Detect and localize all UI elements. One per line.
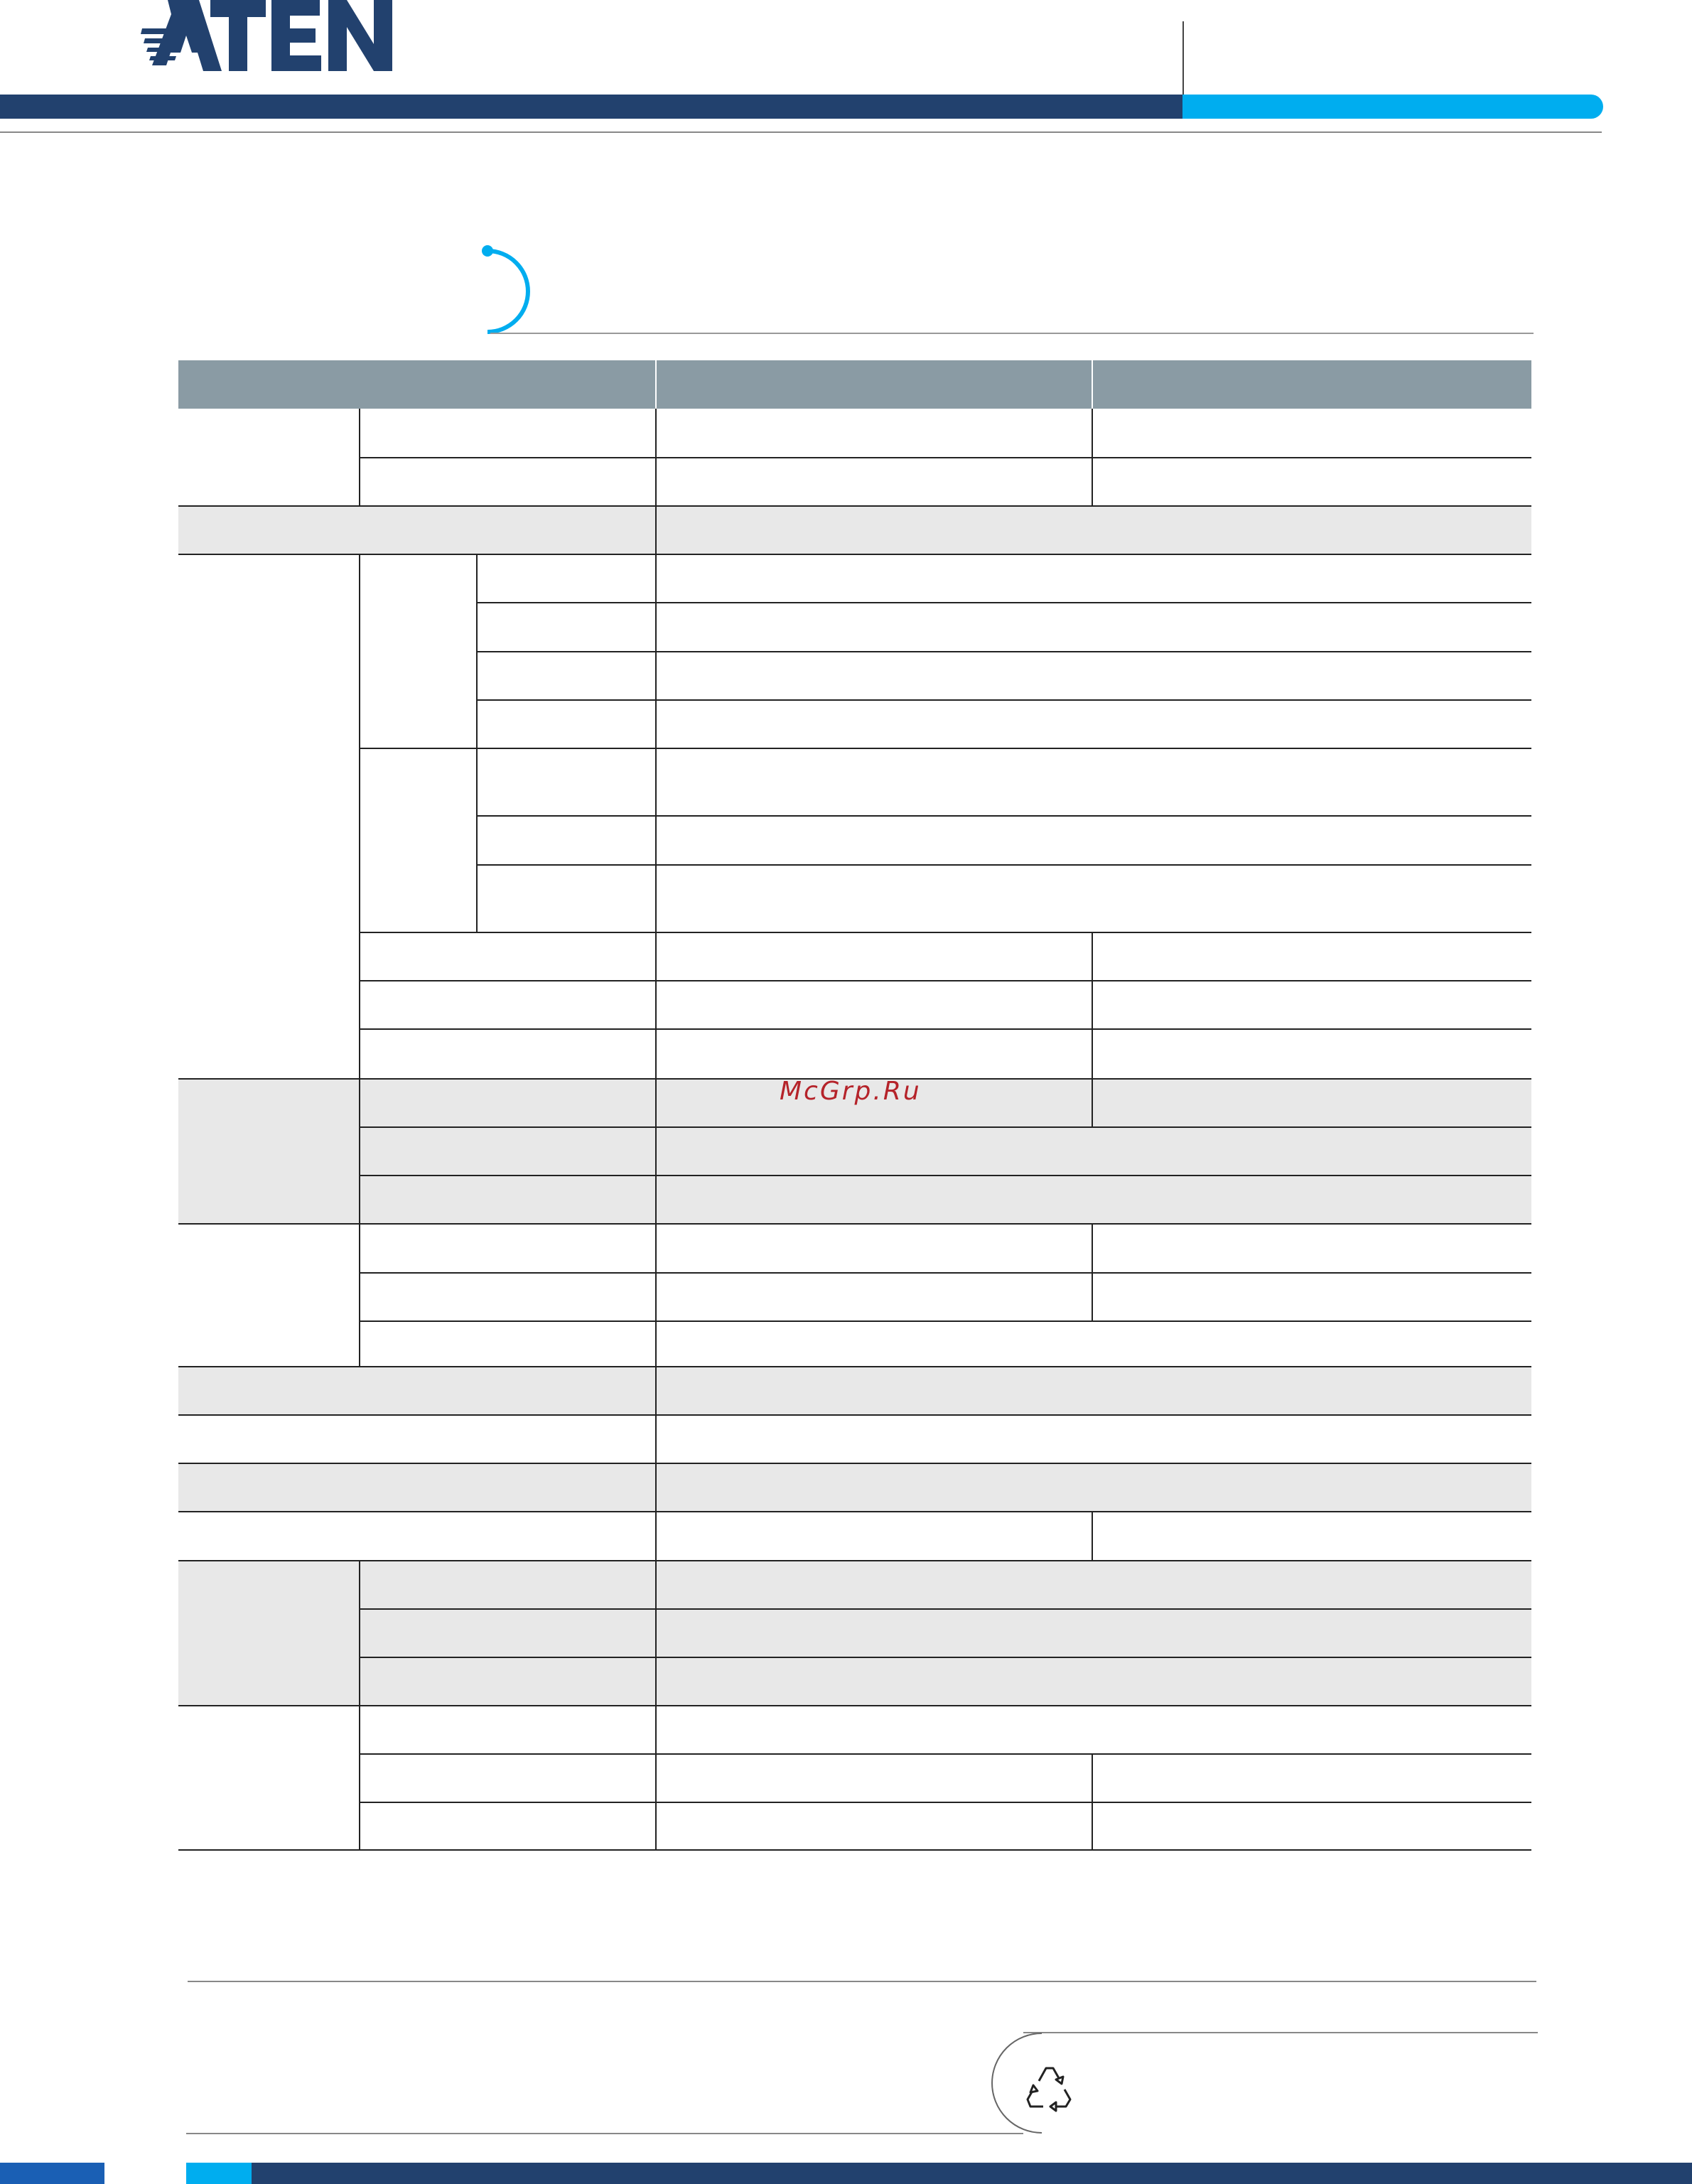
watermark-text: McGrp.Ru [780, 1077, 922, 1106]
footer-bar-navy [252, 2163, 1692, 2184]
header-rule [0, 131, 1602, 133]
footer-rule-top [188, 1981, 1536, 1982]
aten-logo [139, 0, 395, 72]
header-bar-blue [1182, 95, 1603, 119]
section-rule [490, 333, 1534, 334]
footer-rule-bottom [186, 2133, 1023, 2134]
footer-bar-blue [186, 2163, 252, 2184]
arc-marker-icon [480, 245, 530, 335]
footer-bar-left [0, 2163, 104, 2184]
recycle-icon [1018, 2055, 1080, 2118]
footer-rule-right [1023, 2032, 1538, 2033]
header-bar-navy [0, 95, 1184, 119]
